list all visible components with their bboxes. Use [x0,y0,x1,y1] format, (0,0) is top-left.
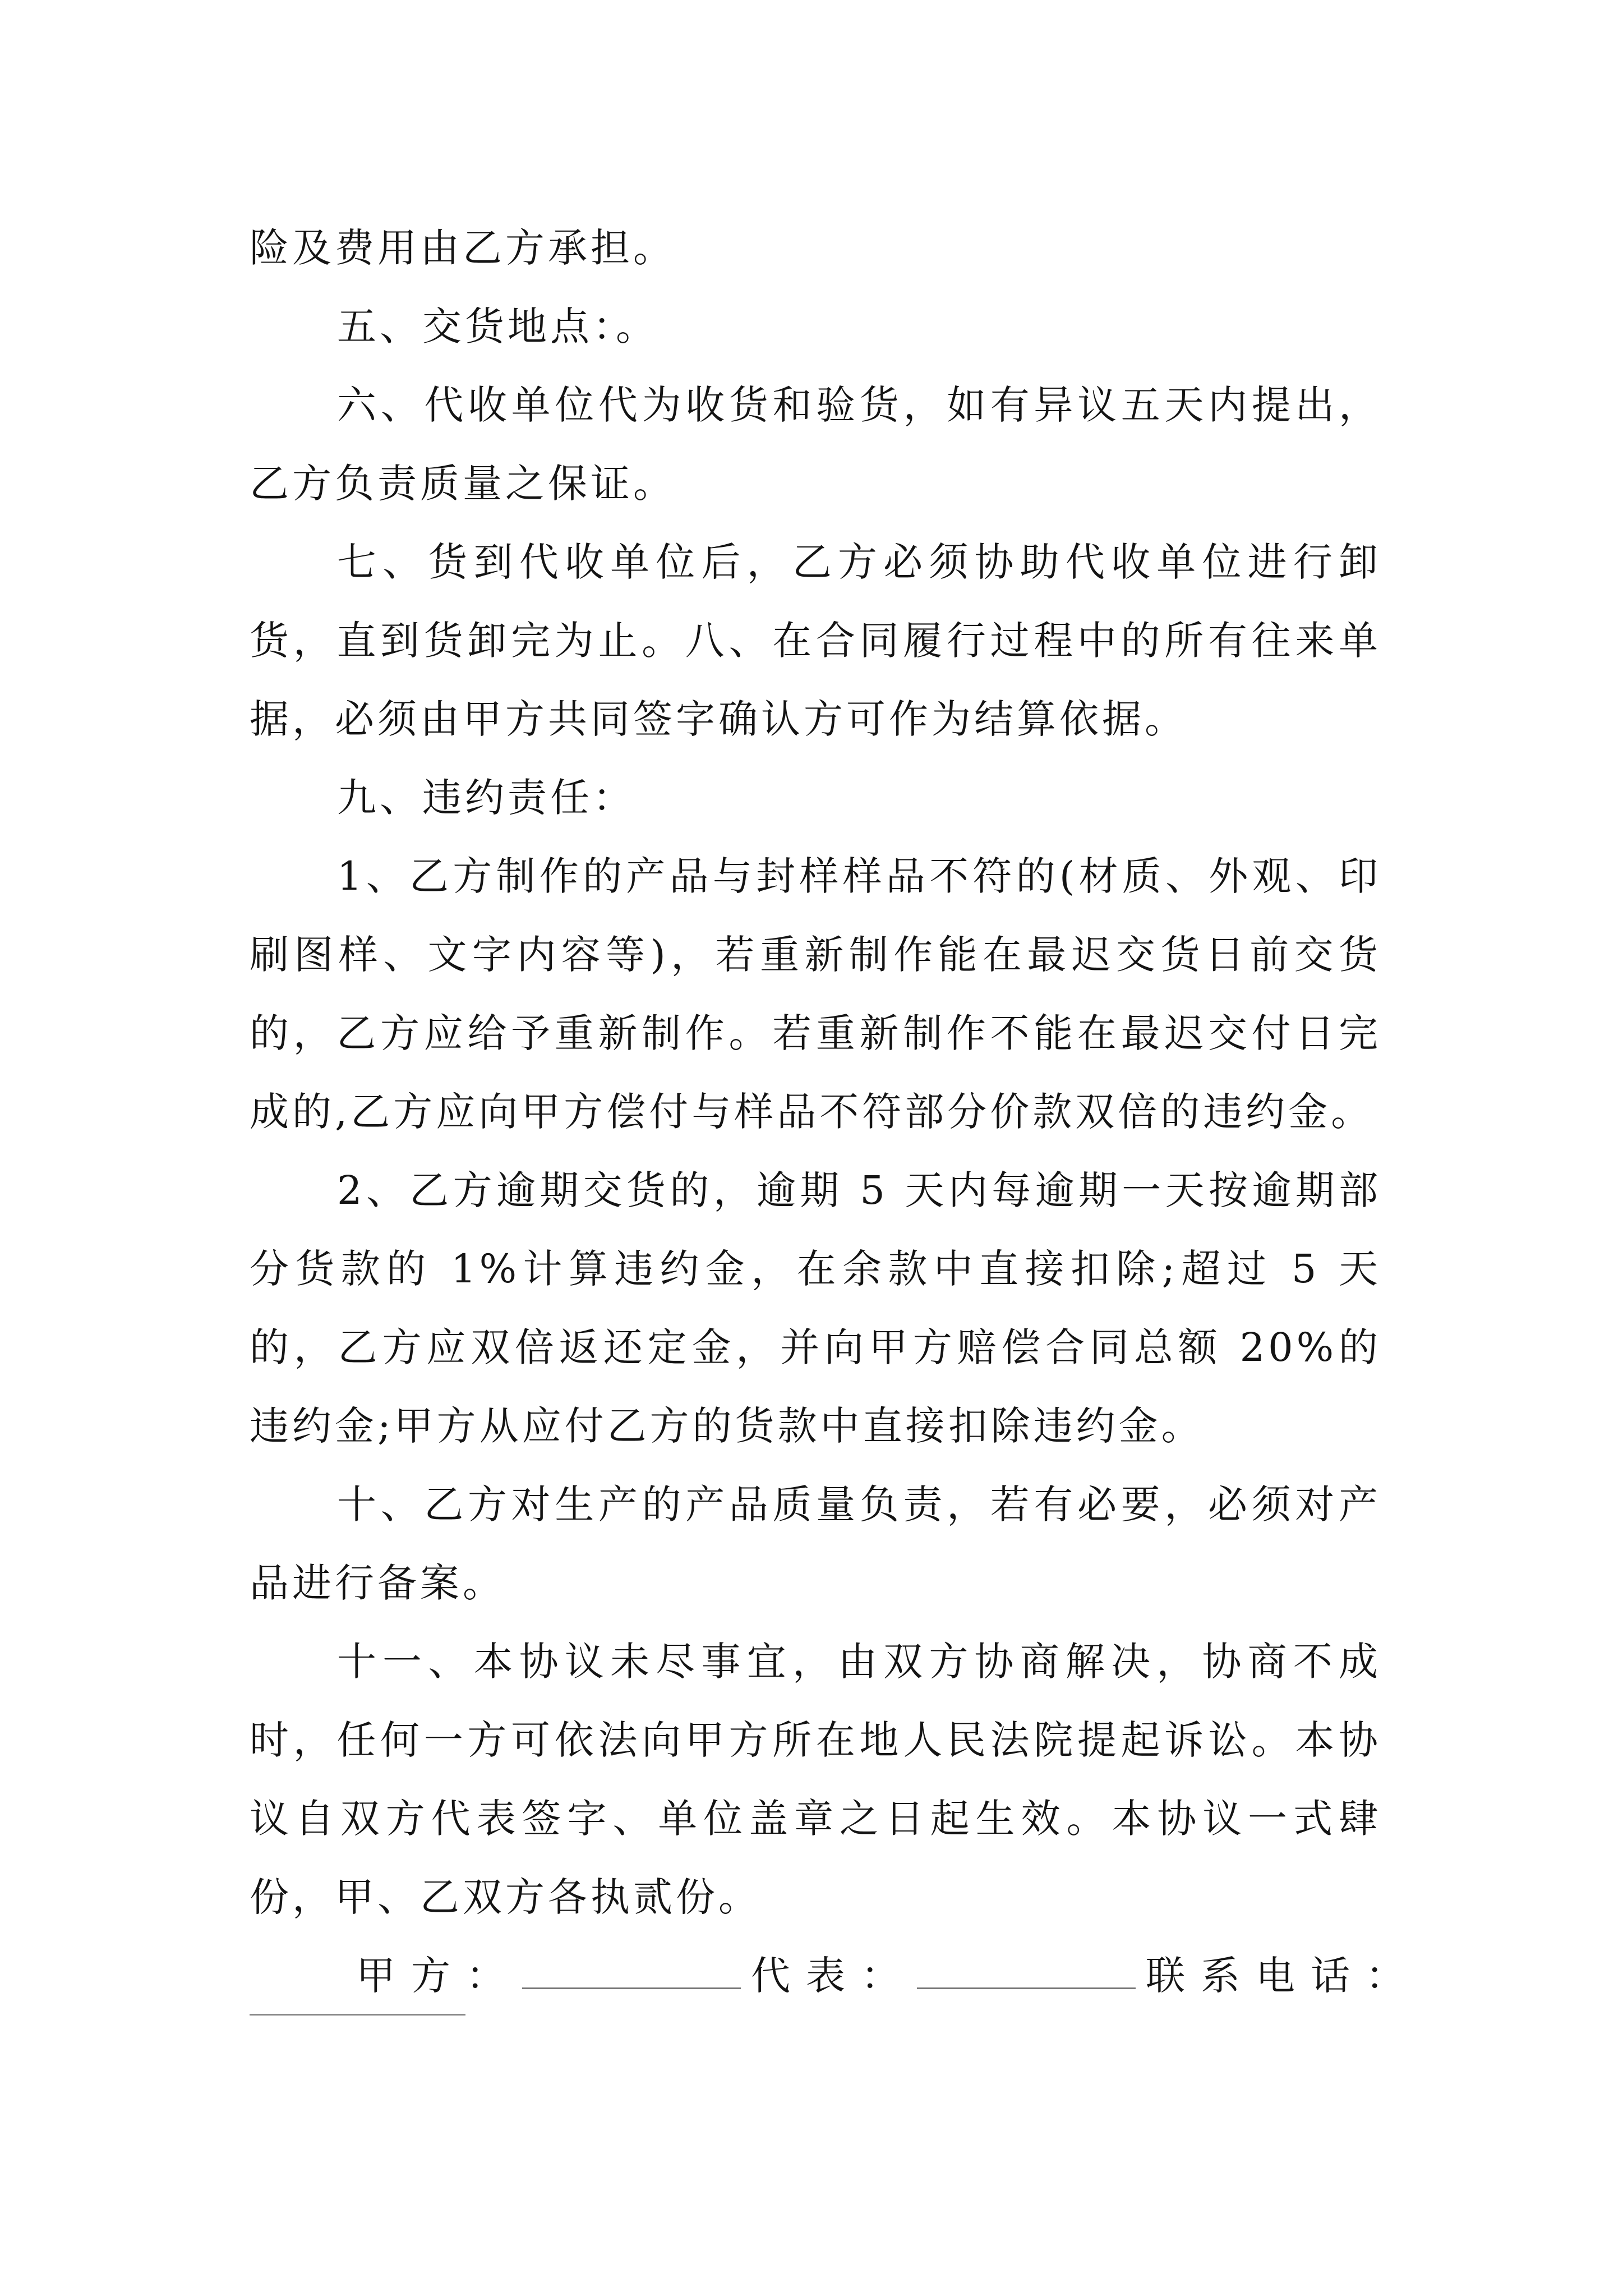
paragraph-inspection: 六、代收单位代为收货和验货，如有异议五天内提出，乙方负责质量之保证。 [250,382,1381,507]
phone-blank [250,2014,465,2016]
paragraph-disputes: 十一、本协议未尽事宜，由双方协商解决，协商不成时，任何一方可依法向甲方所在地人民法院提起诉讼。本协议自双方代表签字、单位盖章之日起生效。本协议一式肆份，甲、乙双方各执贰份。 [250,1639,1381,1920]
paragraph-unloading: 七、货到代收单位后，乙方必须协助代收单位进行卸货，直到货卸完为止。八、在合同履行过程中的所有往来单据，必须由甲方共同签字确认方可作为结算依据。 [250,539,1381,742]
representative-blank [917,1987,1136,1989]
paragraph-delivery-location: 五、交货地点：。 [337,303,658,349]
representative-label: 代表： [751,1953,916,1999]
party-a-blank [522,1987,741,1989]
paragraph-quality: 十、乙方对生产的产品质量负责，若有必要，必须对产品进行备案。 [250,1481,1381,1606]
phone-label: 联系电话： [1146,1953,1421,1999]
party-a-label: 甲方： [356,1953,521,1999]
paragraph-breach-2: 2、乙方逾期交货的，逾期 5 天内每逾期一天按逾期部分货款的 1%计算违约金，在余款中直接扣除;超过 5 天的，乙方应双倍返还定金，并向甲方赔偿合同总额 20%的违约金;甲方从应付乙方的货款中直接扣除违约金。 [250,1167,1381,1449]
paragraph-breach-1: 1、乙方制作的产品与封样样品不符的(材质、外观、印刷图样、文字内容等)，若重新制作能在最迟交货日前交货的，乙方应给予重新制作。若重新制作不能在最迟交付日完成的,乙方应向甲方偿付与样品不符部分价款双倍的违约金。 [250,853,1381,1135]
paragraph-breach-heading: 九、违约责任： [337,775,635,821]
document-page [250,209,1421,2015]
signature-line [250,1936,1421,2015]
paragraph-0: 险及费用由乙方承担。 [250,225,676,271]
